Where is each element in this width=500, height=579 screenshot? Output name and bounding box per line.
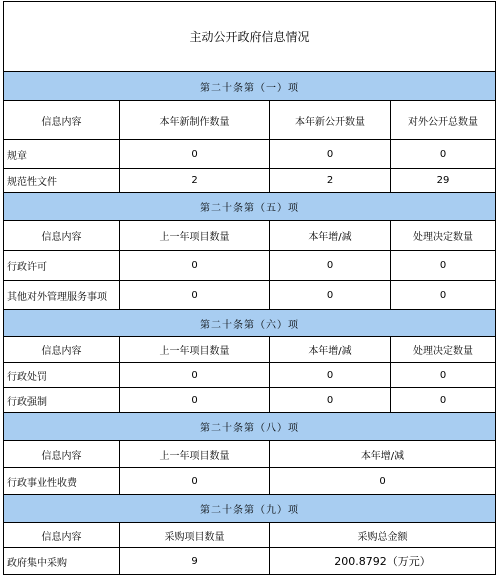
table-cell: 0 [120,388,270,412]
row-label: 其他对外管理服务事项 [4,281,120,309]
table-title: 主动公开政府信息情况 [189,30,310,44]
section-heading-row [4,495,495,523]
section-heading: 第二十条第（九）项 [200,505,299,516]
column-header: 采购项目数量 [120,523,270,547]
column-header: 信息内容 [4,101,120,139]
section-heading: 第二十条第（八）项 [200,423,299,434]
table-cell: 0 [270,281,391,309]
section-heading-row [4,310,495,337]
table-title-row [4,2,495,72]
table-cell: 0 [439,394,447,406]
table-row [4,468,495,495]
table-cell: 0 [270,363,391,387]
header-row [4,523,495,548]
table-row [4,169,495,193]
table-cell: 0 [379,475,386,487]
table-cell: 9 [120,548,270,574]
table-cell: 0 [439,148,447,160]
header-row [4,441,495,468]
disclosure-table [3,1,496,575]
table-cell: 0 [120,251,270,280]
table-cell: 0 [120,363,270,387]
column-header: 信息内容 [4,337,120,362]
section-heading: 第二十条第（五）项 [200,203,299,214]
table-cell: 0 [439,289,447,301]
column-header: 上一年项目数量 [120,441,270,467]
section-heading: 第二十条第（六）项 [200,319,299,331]
column-header: 本年增/减 [360,450,405,462]
table-cell: 0 [120,468,270,494]
column-header: 信息内容 [4,441,120,467]
column-header: 本年新公开数量 [270,101,391,139]
table-row [4,281,495,310]
section-heading: 第二十条第（一）项 [200,82,299,94]
table-cell: 0 [270,251,391,280]
table-cell: 0 [439,260,447,271]
column-header: 处理决定数量 [413,232,473,243]
table-row [4,388,495,413]
table-row [4,548,495,574]
row-label: 政府集中采购 [4,548,120,574]
column-header: 对外公开总数量 [408,116,478,128]
header-row [4,221,495,251]
row-label: 规范性文件 [4,169,120,192]
row-label: 行政许可 [4,251,120,280]
header-row [4,101,495,140]
table-cell: 0 [439,369,447,381]
table-cell: 0 [270,140,391,168]
row-label: 规章 [4,140,120,168]
column-header: 本年增/减 [270,337,391,362]
row-label: 行政事业性收费 [4,468,120,494]
table-cell: 0 [120,140,270,168]
table-row [4,363,495,388]
column-header: 上一年项目数量 [120,337,270,362]
table-cell: 0 [270,388,391,412]
column-header: 本年新制作数量 [120,101,270,139]
column-header: 信息内容 [4,221,120,250]
table-cell: 2 [120,169,270,192]
table-cell: 200.8792（万元） [334,555,431,568]
table-row [4,140,495,169]
column-header: 本年增/减 [270,221,391,250]
table-cell: 2 [270,169,391,192]
column-header: 信息内容 [4,523,120,547]
table-row [4,251,495,281]
row-label: 行政处罚 [4,363,120,387]
header-row [4,337,495,363]
section-heading-row [4,72,495,101]
row-label: 行政强制 [4,388,120,412]
table-cell: 29 [436,175,450,186]
section-heading-row [4,413,495,441]
column-header: 采购总金额 [357,531,408,543]
column-header: 上一年项目数量 [120,221,270,250]
section-heading-row [4,193,495,221]
column-header: 处理决定数量 [413,346,473,357]
table-cell: 0 [120,281,270,309]
